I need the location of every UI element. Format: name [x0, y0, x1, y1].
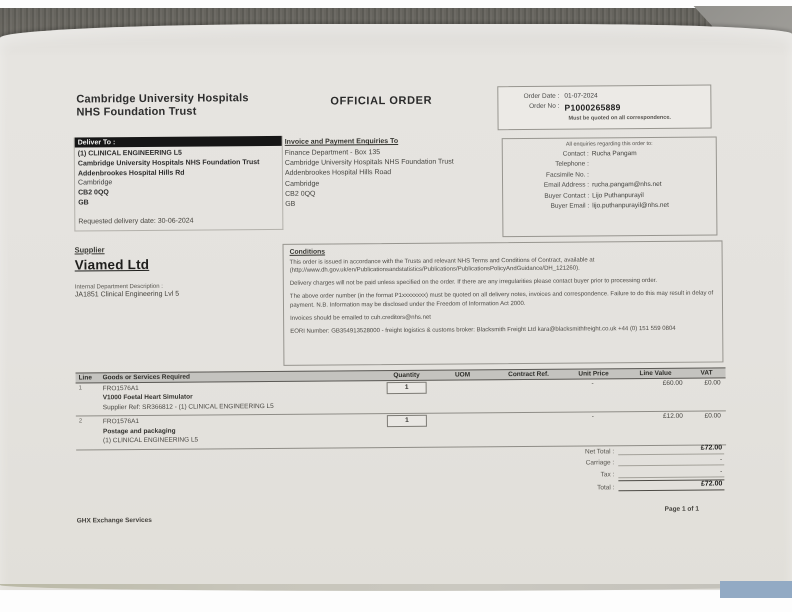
conditions-paragraph: This order is issued in accordance with the Trusts and relevant NHS Terms and Conditions of Contract, available at (http://www.dh.gov.uk/en/Publicationsandstatistics/Publications/PublicationsPolicyAndGuidance/DH_121260).	[289, 257, 595, 275]
item-code: FRO1576A1	[102, 385, 139, 393]
row-goods	[100, 382, 382, 412]
deliver-line: Cambridge University Hospitals NHS Foundation Trust	[77, 158, 260, 168]
deliver-line: Addenbrookes Hospital Hills Rd	[77, 169, 185, 178]
col-header-uom: UOM	[454, 371, 471, 379]
item-description: Postage and packaging	[102, 427, 176, 435]
row-uom	[432, 381, 494, 410]
conditions-paragraph: Delivery charges will not be paid unless specified on the order. If there are any irregularities please contact buyer prior to processing order.	[289, 278, 658, 288]
quantity-value: 1	[387, 382, 427, 394]
invoice-line: CB2 0QQ	[285, 190, 316, 198]
invoice-line: Finance Department - Box 135	[284, 149, 381, 158]
trust-name	[76, 92, 248, 120]
col-header-quantity: Quantity	[393, 371, 420, 380]
tax-label: Tax :	[600, 471, 615, 479]
email-label: Email Address :	[543, 181, 590, 190]
row-line-no: 1	[78, 385, 83, 392]
grand-total-row	[496, 480, 728, 493]
conditions-paragraph: Invoices should be emailed to cuh.creditors@nhs.net	[290, 314, 431, 322]
invoice-line: Addenbrookes Hospital Hills Road	[284, 169, 392, 178]
carriage-label: Carriage :	[585, 459, 615, 467]
quantity-value: 1	[387, 415, 427, 427]
col-header-contract-ref: Contract Ref.	[508, 370, 549, 379]
deliver-to-address	[75, 146, 283, 230]
carriage-row	[496, 457, 728, 468]
totals-block	[496, 444, 728, 494]
item-description: V1000 Foetal Heart Simulator	[102, 394, 193, 402]
deliver-line: GB	[78, 199, 89, 207]
invoice-line: Cambridge	[285, 180, 320, 188]
row-uom	[432, 415, 494, 444]
supplier-name: Viamed Ltd	[74, 256, 150, 273]
footer-service-name: GHX Exchange Services	[76, 516, 152, 525]
supplier-block	[75, 244, 275, 299]
col-header-line-value: Line Value	[639, 369, 672, 378]
tax-value: -	[618, 468, 724, 478]
col-header-vat: VAT	[700, 369, 713, 377]
row-unit-price: -	[591, 380, 594, 388]
item-code: FRO1576A1	[102, 418, 140, 426]
enquiries-contact-box	[502, 136, 718, 237]
contact-value: Rucha Pangam	[591, 150, 637, 158]
order-no-row	[502, 101, 702, 116]
deliver-to-header: Deliver To :	[75, 136, 282, 148]
contact-label: Contact :	[562, 150, 589, 158]
supplier-label: Supplier	[74, 245, 105, 255]
telephone-label: Telephone :	[555, 160, 589, 169]
requested-delivery-date: Requested delivery date: 30-06-2024	[78, 217, 194, 226]
row-goods	[100, 415, 382, 445]
conditions-box	[283, 240, 724, 365]
table-row	[76, 378, 726, 416]
row-contract-ref	[494, 381, 564, 410]
email-value: rucha.pangam@nhs.net	[592, 181, 662, 189]
contact-row	[508, 200, 711, 212]
buyer-contact-label: Buyer Contact :	[544, 192, 590, 200]
net-total-value: £72.00	[618, 444, 724, 455]
row-quantity-cell	[382, 382, 432, 411]
order-date-value: 01-07-2024	[564, 92, 598, 100]
grand-total-label: Total :	[597, 484, 615, 492]
row-vat: £0.00	[704, 379, 721, 387]
invoice-line: GB	[285, 200, 296, 208]
trust-name-line2: NHS Foundation Trust	[76, 105, 197, 119]
row-line-value: £12.00	[662, 413, 683, 421]
order-date-label: Order Date :	[523, 92, 560, 100]
order-info-box	[497, 85, 711, 131]
net-total-row	[496, 444, 728, 456]
item-supplier-ref: Supplier Ref: SR366812 - (1) CLINICAL ENGINEERING L5	[102, 402, 274, 412]
row-unit-price: -	[591, 413, 594, 421]
buyer-email-value: lijo.puthanpurayil@nhs.net	[592, 201, 669, 210]
deliver-line: CB2 0QQ	[78, 189, 109, 197]
order-no-label: Order No :	[529, 102, 560, 111]
invoice-enquiries-title: Invoice and Payment Enquiries To	[284, 137, 399, 146]
col-header-unit-price: Unit Price	[578, 370, 609, 378]
facsimile-label: Facsimile No. :	[545, 171, 590, 179]
line-items-table	[76, 367, 727, 450]
conditions-paragraph: EORI Number: GB354913528000 - freight logistics & customs broker: Blacksmith Freight Ltd kara@blacksmithfreight.co.uk +44 (0) 151 559 0804	[290, 325, 676, 335]
buyer-email-label: Buyer Email :	[550, 202, 590, 210]
invoice-enquiries-block	[285, 136, 498, 210]
grand-total-value: £72.00	[618, 480, 724, 492]
page-number: Page 1 of 1	[664, 505, 699, 513]
item-supplier-ref: (1) CLINICAL ENGINEERING L5	[103, 436, 199, 445]
buyer-contact-value: Lijo Puthanpurayil	[592, 191, 644, 200]
invoice-line: Cambridge University Hospitals NHS Foundation Trust	[284, 158, 454, 168]
deliver-line: Cambridge	[77, 179, 113, 187]
deliver-line: (1) CLINICAL ENGINEERING L5	[77, 149, 182, 158]
order-note: Must be quoted on all correspondence.	[568, 115, 671, 122]
conditions-paragraph: The above order number (in the format P1xxxxxxxx) must be quoted on all delivery notes, invoices and correspondence. Failure to do this may result in delay of payment. N.B. Information may be disclosed under the Freedom of Information Act 2000.	[289, 290, 714, 309]
internal-dept-label: Internal Department Description :	[74, 283, 163, 291]
internal-dept-value: JA1851 Clinical Engineering Lvl 5	[74, 290, 180, 299]
col-header-goods: Goods or Services Required	[102, 373, 191, 382]
trust-name-line1: Cambridge University Hospitals	[76, 92, 249, 106]
order-no-value: P1000265889	[564, 102, 621, 113]
row-contract-ref	[494, 414, 564, 443]
document-title: OFFICIAL ORDER	[330, 94, 433, 108]
carriage-value: -	[618, 457, 724, 467]
row-vat: £0.00	[704, 412, 721, 420]
row-line-no: 2	[78, 418, 83, 425]
net-total-label: Net Total :	[584, 447, 615, 456]
col-header-line: Line	[78, 374, 92, 382]
enquiries-heading: All enquiries regarding this order to:	[565, 140, 653, 148]
row-quantity-cell	[382, 415, 432, 444]
conditions-title: Conditions	[289, 248, 326, 256]
deliver-to-block	[74, 136, 284, 231]
row-line-value: £60.00	[662, 379, 683, 387]
tax-row	[496, 468, 728, 479]
